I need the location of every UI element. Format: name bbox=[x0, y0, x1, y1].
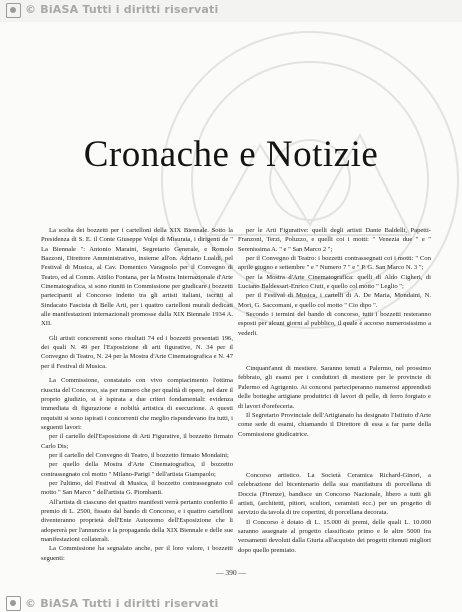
paragraph: per il cartello dell'Esposizione di Arti Figurative, il bozzetto firmato Carlo Dis; bbox=[41, 433, 233, 450]
paragraph: Cinquant'anni di mestiere. Saranno tenuti a Palermo, nel prossimo febbraio, gli esami per i conduttori di mestiere per le provincie di Palermo ed Agrigento. Ai concorsi parteciperanno numerosi apprendisti delle botteghe artigiane produttrici di lavori di pelle, di ferro forgiato e di lavori d'orefeceria. bbox=[238, 365, 431, 410]
right-text-column bbox=[238, 226, 431, 555]
biasa-logo-icon bbox=[6, 596, 21, 611]
paragraph: Gli artisti concorrenti sono risultati 74 ed i bozzetti presentati 196, dei quali N. 49 per l'Esposizione di arti figurative, N. 34 per il Convegno di Teatro, N. 24 per la Mostra d'Arte Cinematografica e N. 47 per il Festival di Musica. bbox=[41, 334, 233, 370]
paragraph: Secondo i termini del bando di concorso, tutti i bozzetti resteranno esposti per alcuni giorni al pubblico, il quale è accorso numerosissimo a vederli. bbox=[238, 311, 431, 337]
paragraph: La Commissione ha segnalato anche, per il loro valore, i bozzetti seguenti: bbox=[41, 545, 233, 562]
paragraph: La Commissione, constatato con vivo compiacimento l'ottima riuscita del Concorso, sia per numero che per qualità di opere, nel dare il proprio giudizio, si è ispirata a due criteri fondamentali: evidenza immediata di figurazione e nobiltà artistica di esecuzione. A questi requisiti si sono ispirati i concorrenti che meglio rispondevano fra tutti, i seguenti lavori: bbox=[41, 377, 233, 431]
biasa-logo-icon bbox=[6, 3, 21, 18]
paragraph: All'artista di ciascuno dei quattro manifesti verrà pertanto conferito il premio di L. 2500, fissato dal bando di Concorso, e i quattro cartelloni diventeranno proprietà dell'Ente Autonomo dell'Esposizione che li adopererà per l'annuncio e la propaganda della XIX Biennale e delle sue manifestazioni collaterali. bbox=[41, 498, 233, 543]
paragraph: per il Convegno di Teatro: i bozzetti contrassegnati coi i motti: " Con aprile giugno e settembre " e " Numero 7 " e " P. G. San Marco N. 3 "; bbox=[238, 255, 431, 272]
watermark-text-bottom: © BiASA Tutti i diritti riservati bbox=[25, 597, 219, 610]
paragraph: per le Arti Figurative: quelli degli artisti Dante Baldelli, Papetti-Franzoni, Terzi, Poluzzo, e quelli coi i motti: " Venezia due " e " Serenissima A. " e " San Marco 2 "; bbox=[238, 227, 431, 253]
paragraph: per il cartello del Convegno di Teatro, il bozzetto firmato Mondaini; bbox=[49, 451, 229, 459]
paragraph: per quello della Mostra d'Arte Cinematografica, il bozzetto contrassegnato col motto " Milano-Parigi " dell'artista Giampaolo; bbox=[41, 461, 233, 478]
watermark-text-top: © BiASA Tutti i diritti riservati bbox=[25, 3, 219, 16]
page-title: Cronache e Notizie bbox=[83, 134, 379, 175]
left-text-column bbox=[41, 226, 233, 563]
paragraph: per il Festival di Musica, i cartelli di A. De Maria, Mondaini, N. Mori, G. Saccomani, e quello col motto " Cio dipo ". bbox=[238, 292, 431, 309]
paragraph: Il Segretario Provinciale dell'Artigianato ha designato l'Istituto d'Arte come sede di esami, chiamando il Direttore di essa a far parte della Commissione giudicatrice. bbox=[238, 411, 431, 438]
paragraph: Il Concorso è dotato di L. 15.000 di premi, delle quali L. 10.000 saranno assegnate al progetto classificato primo e le altre 5000 fra versamenti devoluti dalla Giuria all'acquisto dei progetti ritenuti migliori dopo quello premiato. bbox=[238, 518, 431, 554]
paragraph: Concorso artistico. La Società Ceramica Richard-Ginori, a celebrazione del bicentenario della sua manifattura di porcellana di Doccia (Firenze), bandisce un Concorso Nazionale, libero a tutti gli artisti, (architetti, pittori, scultori, ceramisti ecc.) per un progetto di servizio da tavola di tre copertini, di porcellana decorata. bbox=[238, 471, 431, 517]
paragraph: La scelta dei bozzetti per i cartelloni della XIX Biennale. Sotto la Presidenza di S. E. il Conte Giuseppe Volpi di Misurata, i dirigenti de " La Biennale ": Antonio Maraini, Segretario Generale, e Romolo Bazzoni, Direttore Amministrativo, insieme all'on. Adriano Lualdi, pel Festival di Musica, al Cav. Domenico Varagnolo per il Convegno di Teatro, ed al Comm. Attilio Fontana, per la Mostra Internazionale d'Arte Cinematografica, si sono riuniti in Commissione per giudicare i bozzetti partecipanti al Concorso indetto tra gli artisti italiani, iscritti al Sindacato Fascista di Belle Arti, per i quattro cartelloni murali dedicati alle manifestazioni internazionali promosse dalla XIX Biennale 1934 A. XII. bbox=[41, 227, 233, 328]
page-number: — 390 — bbox=[216, 568, 246, 577]
paragraph: per la Mostra d'Arte Cinematografica: quelli di Aldo Cigheri, di Luciano Baldessari-Enrico Ciuti, e quello col motto " Leglio "; bbox=[238, 273, 431, 291]
paragraph: per l'ultimo, del Festival di Musica, il bozzetto contrassegnato col motto " San Marco " dell'artista G. Piombanti. bbox=[41, 479, 233, 497]
watermark-banner-top bbox=[0, 0, 462, 22]
